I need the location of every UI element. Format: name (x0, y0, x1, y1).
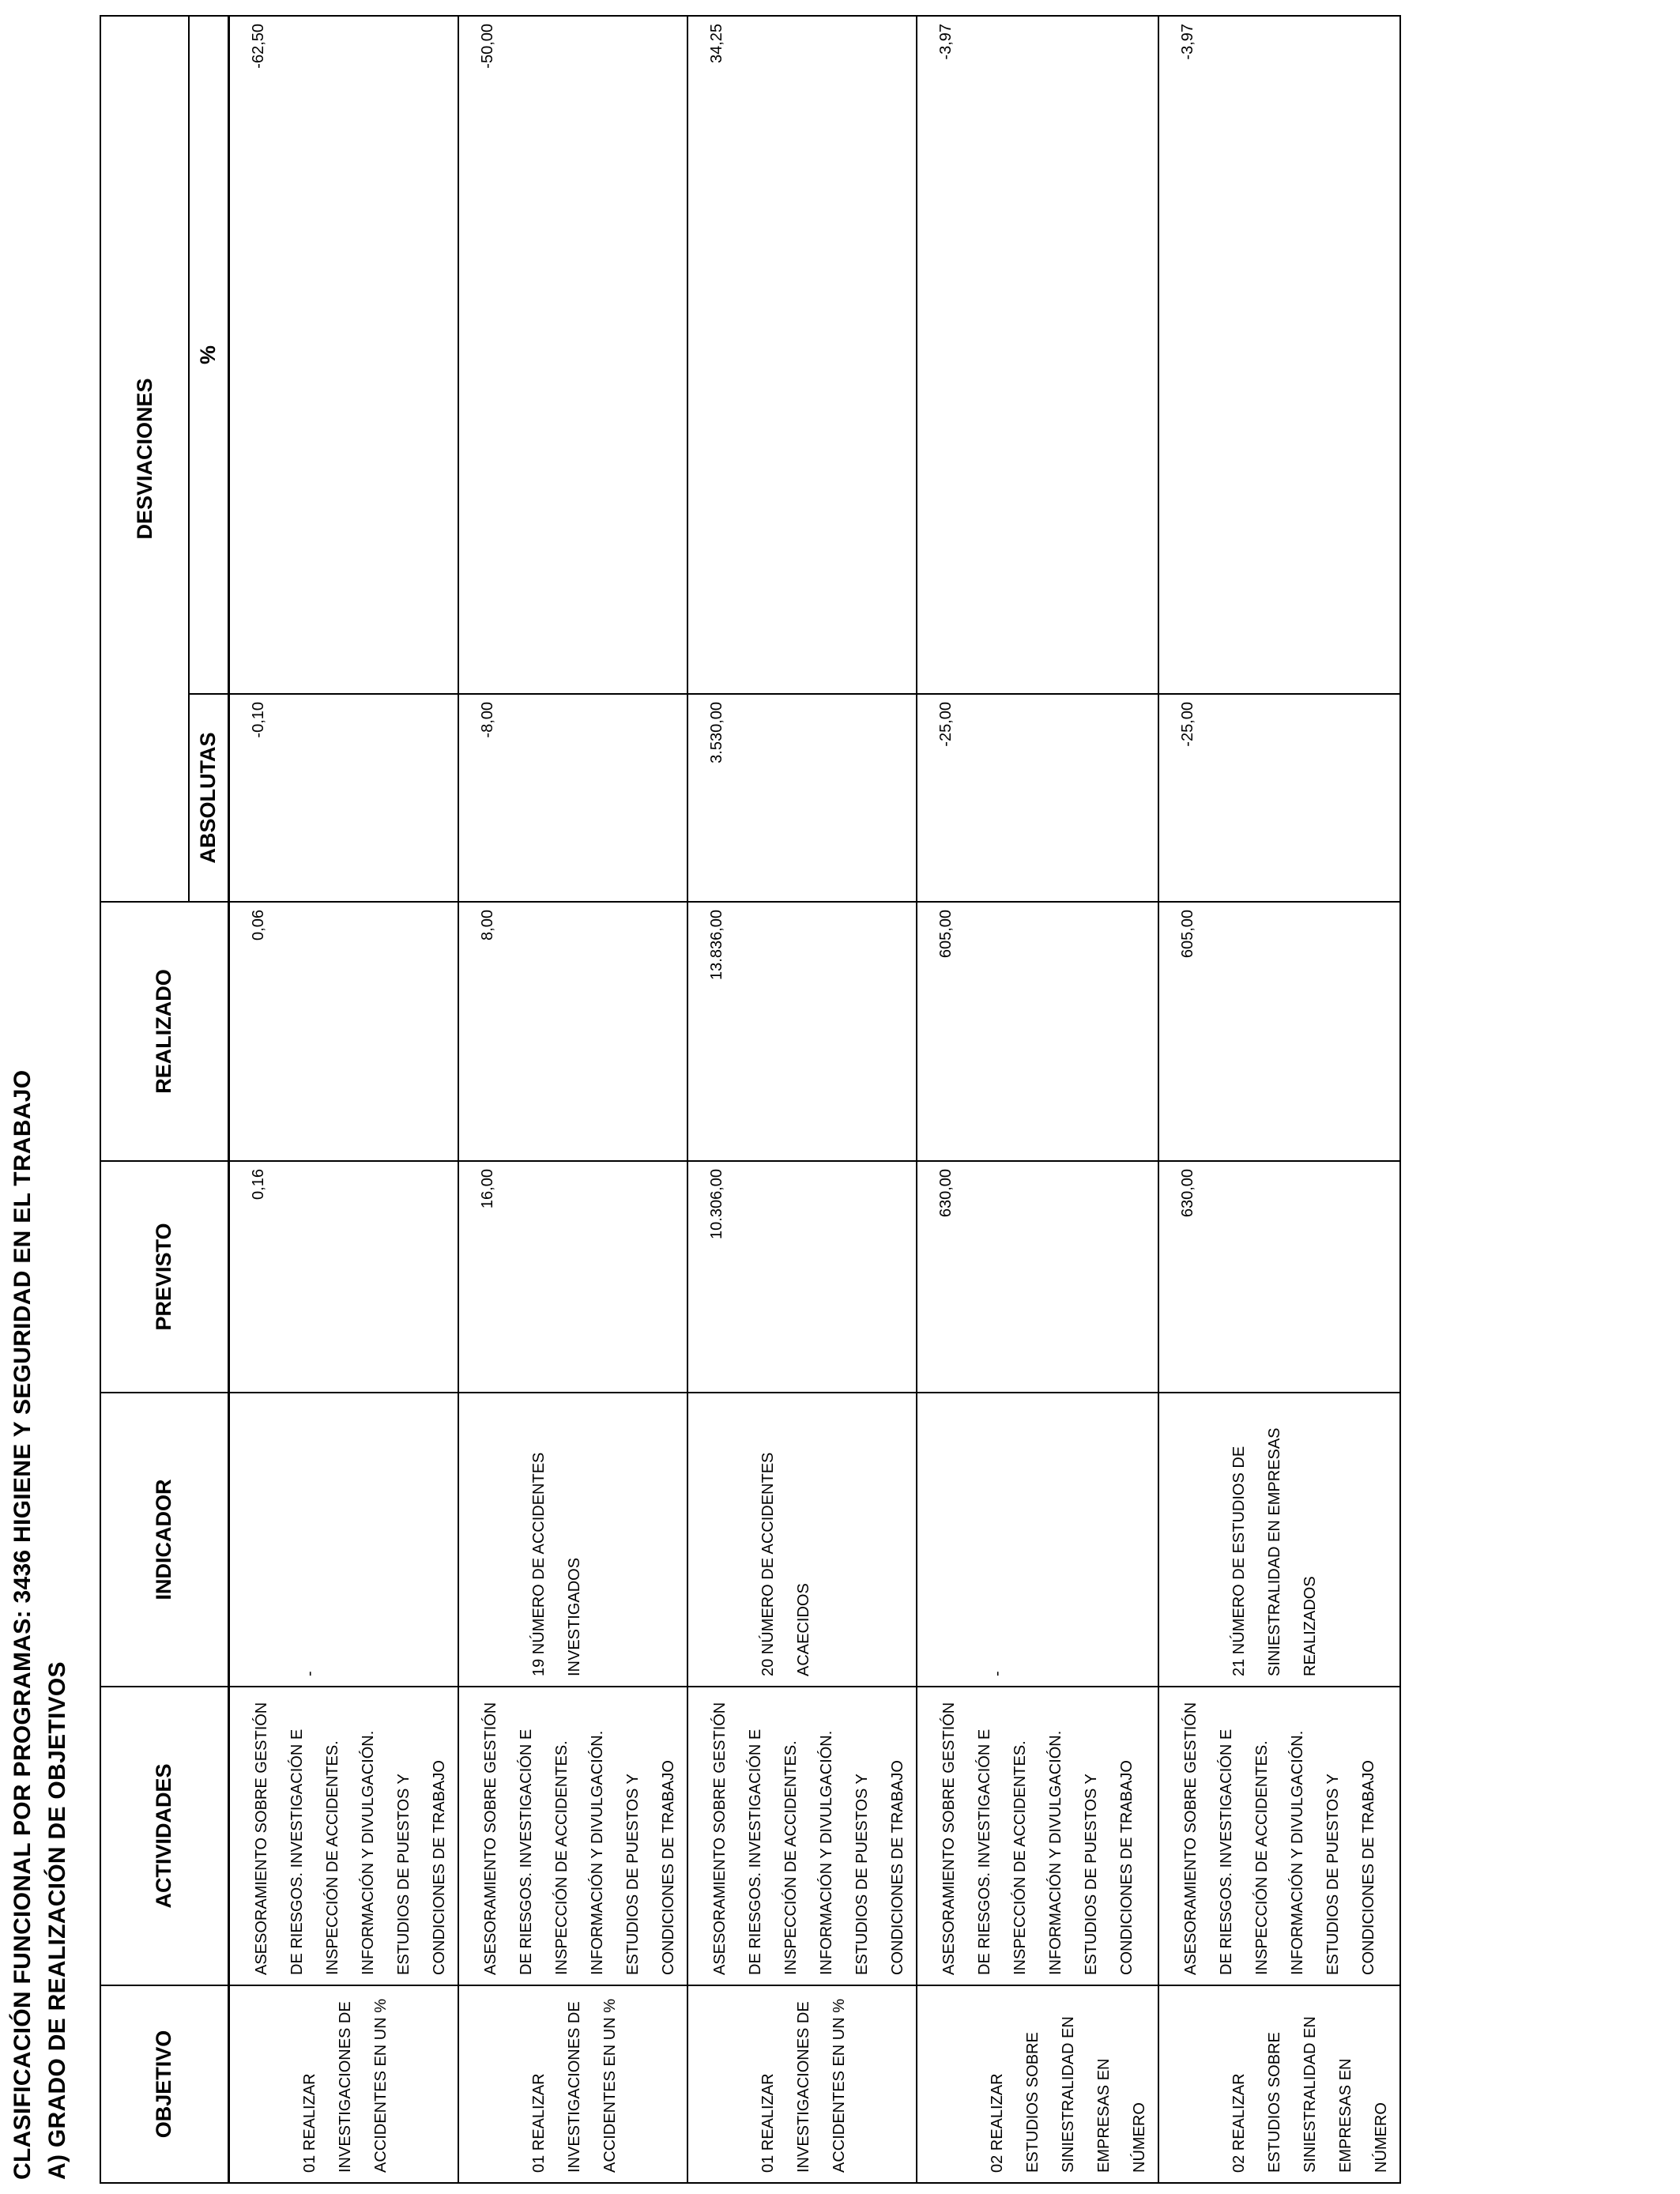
col-indicador: INDICADOR (100, 1393, 228, 1687)
indicador-cell: 21 NÚMERO DE ESTUDIOS DE SINIESTRALIDAD EN EMPRESAS REALIZADOS (1158, 1393, 1400, 1687)
indicador-cell: 19 NÚMERO DE ACCIDENTES INVESTIGADOS (458, 1393, 687, 1687)
col-porcentaje: % (189, 16, 228, 694)
previsto-cell: 630,00 (917, 1161, 1158, 1393)
table-row (1158, 16, 1400, 2183)
table-row (228, 16, 458, 2183)
realizado-cell: 13.836,00 (687, 902, 917, 1161)
objetivo-cell: 01 REALIZAR INVESTIGACIONES DE ACCIDENTES EN UN % (228, 1985, 458, 2183)
objectives-table (100, 15, 1401, 2184)
previsto-cell: 10.306,00 (687, 1161, 917, 1393)
previsto-cell: 16,00 (458, 1161, 687, 1393)
indicador-cell: - (228, 1393, 458, 1687)
col-realizado: REALIZADO (100, 902, 228, 1161)
realizado-cell: 8,00 (458, 902, 687, 1161)
indicador-cell: 20 NÚMERO DE ACCIDENTES ACAECIDOS (687, 1393, 917, 1687)
previsto-cell: 630,00 (1158, 1161, 1400, 1393)
actividades-cell: ASESORAMIENTO SOBRE GESTIÓN DE RIESGOS. INVESTIGACIÓN E INSPECCIÓN DE ACCIDENTES. INFORMACIÓN Y DIVULGACIÓN. ESTUDIOS DE PUESTOS Y CONDICIONES DE TRABAJO (228, 1687, 458, 1985)
objetivo-cell: 02 REALIZAR ESTUDIOS SOBRE SINIESTRALIDAD EN EMPRESAS EN NÚMERO (1158, 1985, 1400, 2183)
col-objetivo: OBJETIVO (100, 1985, 228, 2183)
absolutas-cell: -0,10 (228, 694, 458, 902)
porcentaje-cell: -3,97 (1158, 16, 1400, 694)
realizado-cell: 605,00 (917, 902, 1158, 1161)
objetivo-cell: 01 REALIZAR INVESTIGACIONES DE ACCIDENTES EN UN % (687, 1985, 917, 2183)
col-previsto: PREVISTO (100, 1161, 228, 1393)
col-actividades: ACTIVIDADES (100, 1687, 228, 1985)
objetivo-cell: 01 REALIZAR INVESTIGACIONES DE ACCIDENTES EN UN % (458, 1985, 687, 2183)
actividades-cell: ASESORAMIENTO SOBRE GESTIÓN DE RIESGOS. INVESTIGACIÓN E INSPECCIÓN DE ACCIDENTES. INFORMACIÓN Y DIVULGACIÓN. ESTUDIOS DE PUESTOS Y CONDICIONES DE TRABAJO (458, 1687, 687, 1985)
porcentaje-cell: -62,50 (228, 16, 458, 694)
absolutas-cell: -8,00 (458, 694, 687, 902)
absolutas-cell: 3.530,00 (687, 694, 917, 902)
porcentaje-cell: -3,97 (917, 16, 1158, 694)
absolutas-cell: -25,00 (1158, 694, 1400, 902)
col-absolutas: ABSOLUTAS (189, 694, 228, 902)
page-title: CLASIFICACIÓN FUNCIONAL POR PROGRAMAS: 3436 HIGIENE Y SEGURIDAD EN EL TRABAJO (9, 1069, 36, 2180)
realizado-cell: 605,00 (1158, 902, 1400, 1161)
porcentaje-cell: -50,00 (458, 16, 687, 694)
table-row (917, 16, 1158, 2183)
porcentaje-cell: 34,25 (687, 16, 917, 694)
table-row (458, 16, 687, 2183)
actividades-cell: ASESORAMIENTO SOBRE GESTIÓN DE RIESGOS. INVESTIGACIÓN E INSPECCIÓN DE ACCIDENTES. INFORMACIÓN Y DIVULGACIÓN. ESTUDIOS DE PUESTOS Y CONDICIONES DE TRABAJO (917, 1687, 1158, 1985)
actividades-cell: ASESORAMIENTO SOBRE GESTIÓN DE RIESGOS. INVESTIGACIÓN E INSPECCIÓN DE ACCIDENTES. INFORMACIÓN Y DIVULGACIÓN. ESTUDIOS DE PUESTOS Y CONDICIONES DE TRABAJO (687, 1687, 917, 1985)
table-row (687, 16, 917, 2183)
section-subtitle: A) GRADO DE REALIZACIÓN DE OBJETIVOS (44, 1661, 70, 2180)
previsto-cell: 0,16 (228, 1161, 458, 1393)
absolutas-cell: -25,00 (917, 694, 1158, 902)
actividades-cell: ASESORAMIENTO SOBRE GESTIÓN DE RIESGOS. INVESTIGACIÓN E INSPECCIÓN DE ACCIDENTES. INFORMACIÓN Y DIVULGACIÓN. ESTUDIOS DE PUESTOS Y CONDICIONES DE TRABAJO (1158, 1687, 1400, 1985)
objetivo-cell: 02 REALIZAR ESTUDIOS SOBRE SINIESTRALIDAD EN EMPRESAS EN NÚMERO (917, 1985, 1158, 2183)
realizado-cell: 0,06 (228, 902, 458, 1161)
indicador-cell: - (917, 1393, 1158, 1687)
col-desviaciones: DESVIACIONES (100, 16, 189, 902)
